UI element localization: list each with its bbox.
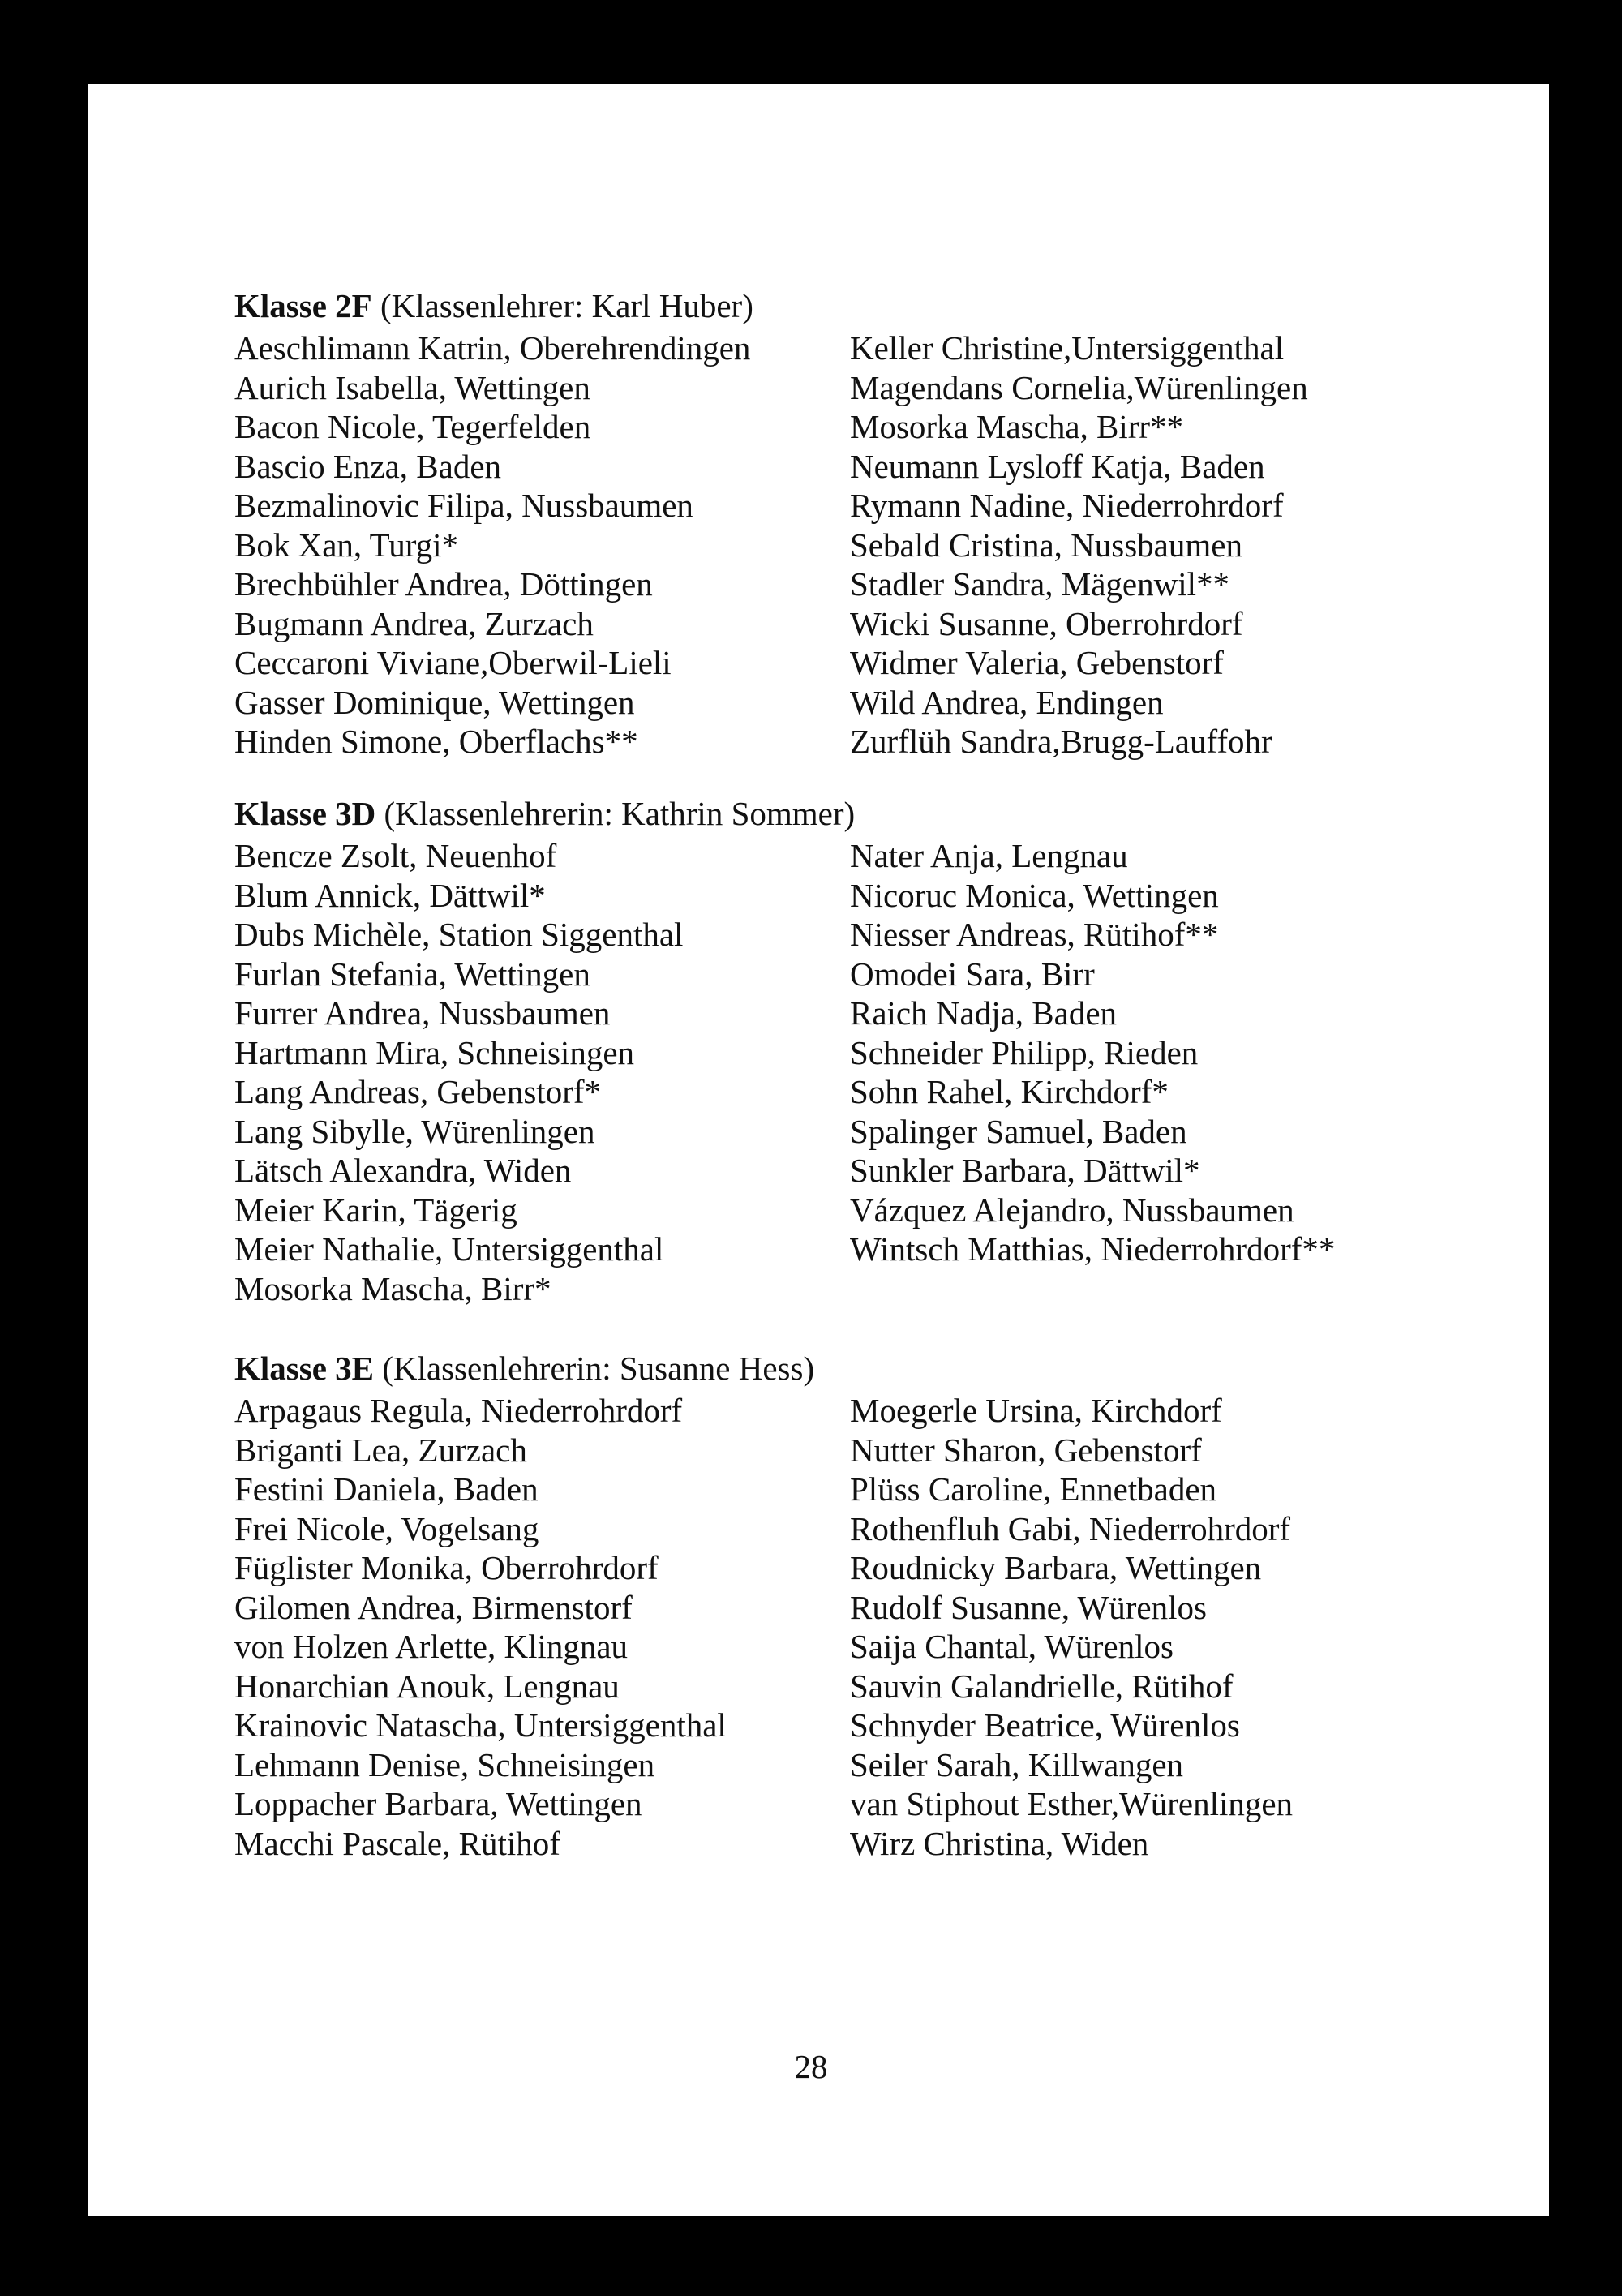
student-entry: Magendans Cornelia,Würenlingen (850, 368, 1308, 406)
student-entry: Lang Sibylle, Würenlingen (234, 1112, 595, 1150)
student-entry: Bacon Nicole, Tegerfelden (234, 408, 591, 445)
page-number: 28 (794, 2048, 828, 2085)
student-entry: Wild Andrea, Endingen (850, 683, 1164, 721)
student-entry: Aeschlimann Katrin, Oberehrendingen (234, 329, 751, 367)
student-entry: Rymann Nadine, Niederrohrdorf (850, 487, 1284, 524)
student-entry: Niesser Andreas, Rütihof** (850, 916, 1219, 953)
student-entry: Lätsch Alexandra, Widen (234, 1152, 572, 1189)
student-entry: Rudolf Susanne, Würenlos (850, 1588, 1207, 1626)
student-entry: Rothenfluh Gabi, Niederrohrdorf (850, 1509, 1291, 1547)
student-entry: Bascio Enza, Baden (234, 447, 502, 485)
student-list-right (850, 328, 1308, 762)
student-entry: Honarchian Anouk, Lengnau (234, 1667, 620, 1705)
student-entry: Füglister Monika, Oberrohrdorf (234, 1549, 659, 1586)
student-entry: Sauvin Galandrielle, Rütihof (850, 1667, 1234, 1705)
class-heading (234, 1349, 1418, 1388)
student-entry: Neumann Lysloff Katja, Baden (850, 447, 1265, 485)
student-entry: Sunkler Barbara, Dättwil* (850, 1152, 1200, 1189)
student-list-left (234, 836, 683, 1308)
student-entry: Schneider Philipp, Rieden (850, 1033, 1199, 1071)
student-entry: Wirz Christina, Widen (850, 1824, 1149, 1862)
student-entry: Gasser Dominique, Wettingen (234, 683, 635, 721)
student-entry: Roudnicky Barbara, Wettingen (850, 1549, 1262, 1586)
student-entry: Lang Andreas, Gebenstorf* (234, 1073, 602, 1110)
student-entry: Blum Annick, Dättwil* (234, 876, 546, 914)
student-entry: Aurich Isabella, Wettingen (234, 368, 590, 406)
student-entry: Nicoruc Monica, Wettingen (850, 876, 1219, 914)
student-entry: Plüss Caroline, Ennetbaden (850, 1470, 1217, 1508)
student-entry: Dubs Michèle, Station Siggenthal (234, 916, 684, 953)
student-entry: Schnyder Beatrice, Würenlos (850, 1706, 1240, 1744)
student-entry: Seiler Sarah, Killwangen (850, 1745, 1184, 1783)
student-entry: Hinden Simone, Oberflachs** (234, 723, 638, 760)
student-list-right (850, 1391, 1293, 1863)
student-entry: Briganti Lea, Zurzach (234, 1431, 527, 1469)
student-entry: Zurflüh Sandra,Brugg-Lauffohr (850, 723, 1272, 760)
student-entry: Bencze Zsolt, Neuenhof (234, 837, 557, 874)
class-section-2f (234, 287, 1418, 760)
class-teacher: (Klassenlehrerin: Kathrin Sommer) (375, 795, 856, 832)
student-entry: Gilomen Andrea, Birmenstorf (234, 1588, 633, 1626)
student-entry: von Holzen Arlette, Klingnau (234, 1628, 629, 1665)
student-entry: Wintsch Matthias, Niederrohrdorf** (850, 1230, 1336, 1268)
class-heading (234, 794, 1418, 833)
student-entry: Bugmann Andrea, Zurzach (234, 604, 594, 642)
student-entry: Ceccaroni Viviane,Oberwil-Lieli (234, 644, 672, 681)
class-teacher: (Klassenlehrer: Karl Huber) (371, 287, 753, 324)
class-name: Klasse 3D (234, 795, 376, 832)
student-entry: Wicki Susanne, Oberrohrdorf (850, 604, 1243, 642)
student-entry: Hartmann Mira, Schneisingen (234, 1033, 635, 1071)
student-entry: Mosorka Mascha, Birr* (234, 1269, 551, 1307)
student-entry: Stadler Sandra, Mägenwil** (850, 565, 1229, 603)
student-entry: Nater Anja, Lengnau (850, 837, 1128, 874)
class-teacher: (Klassenlehrerin: Susanne Hess) (374, 1350, 815, 1387)
student-entry: Mosorka Mascha, Birr** (850, 408, 1184, 445)
class-section-3e (234, 1350, 1418, 1862)
student-entry: Macchi Pascale, Rütihof (234, 1824, 560, 1862)
student-entry: Festini Daniela, Baden (234, 1470, 539, 1508)
student-entry: Nutter Sharon, Gebenstorf (850, 1431, 1202, 1469)
student-list-left (234, 1391, 727, 1863)
student-entry: Raich Nadja, Baden (850, 994, 1118, 1032)
student-entry: Omodei Sara, Birr (850, 955, 1095, 993)
student-entry: Moegerle Ursina, Kirchdorf (850, 1392, 1222, 1429)
student-entry: van Stiphout Esther,Würenlingen (850, 1785, 1294, 1822)
student-entry: Loppacher Barbara, Wettingen (234, 1785, 642, 1822)
student-entry: Meier Karin, Tägerig (234, 1191, 517, 1229)
student-entry: Brechbühler Andrea, Döttingen (234, 565, 653, 603)
student-entry: Krainovic Natascha, Untersiggenthal (234, 1706, 727, 1744)
student-entry: Saija Chantal, Würenlos (850, 1628, 1174, 1665)
student-entry: Bezmalinovic Filipa, Nussbaumen (234, 487, 693, 524)
student-entry: Sebald Cristina, Nussbaumen (850, 526, 1242, 564)
class-name: Klasse 2F (234, 287, 372, 324)
student-entry: Lehmann Denise, Schneisingen (234, 1745, 655, 1783)
student-entry: Furrer Andrea, Nussbaumen (234, 994, 611, 1032)
student-entry: Frei Nicole, Vogelsang (234, 1509, 539, 1547)
student-entry: Keller Christine,Untersiggenthal (850, 329, 1285, 367)
student-entry: Spalinger Samuel, Baden (850, 1112, 1187, 1150)
class-name: Klasse 3E (234, 1350, 374, 1387)
student-entry: Bok Xan, Turgi* (234, 526, 459, 564)
student-entry: Vázquez Alejandro, Nussbaumen (850, 1191, 1294, 1229)
student-list-right (850, 836, 1335, 1269)
student-entry: Furlan Stefania, Wettingen (234, 955, 590, 993)
class-section-3d (234, 795, 1418, 1307)
class-heading (234, 286, 1418, 325)
student-entry: Arpagaus Regula, Niederrohrdorf (234, 1392, 683, 1429)
student-entry: Meier Nathalie, Untersiggenthal (234, 1230, 664, 1268)
student-list-left (234, 328, 750, 762)
student-entry: Sohn Rahel, Kirchdorf* (850, 1073, 1169, 1110)
student-entry: Widmer Valeria, Gebenstorf (850, 644, 1224, 681)
